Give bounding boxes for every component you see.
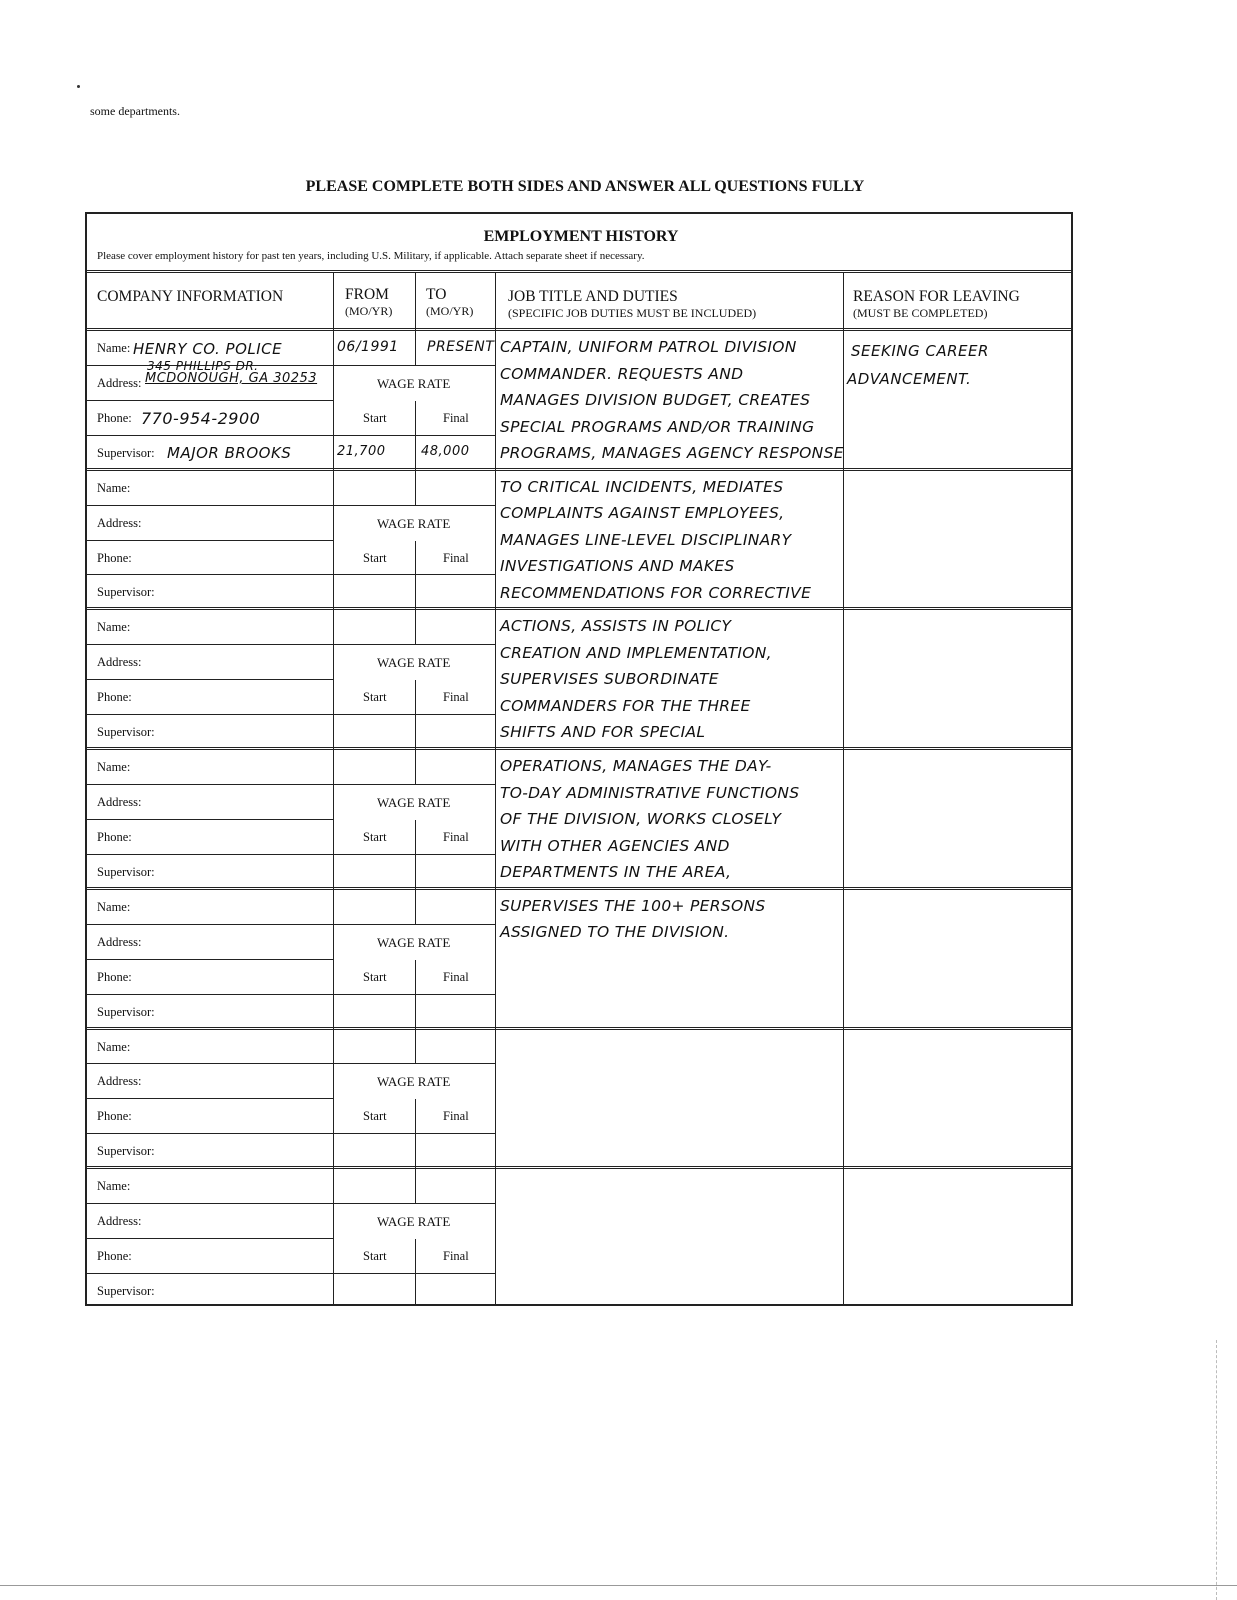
header-to-label: TO (426, 286, 447, 303)
wage-final-label: Final (443, 1109, 469, 1124)
job-duties-line[interactable]: PROGRAMS, MANAGES AGENCY RESPONSE (500, 444, 844, 462)
supervisor-value[interactable]: MAJOR BROOKS (167, 443, 292, 462)
job-duties-line[interactable]: OPERATIONS, MANAGES THE DAY- (500, 757, 772, 776)
row-line (87, 959, 333, 960)
wage-start-label: Start (363, 410, 387, 425)
row-line (87, 854, 333, 855)
row-line (333, 435, 495, 436)
row-line (333, 714, 495, 715)
header-to-sub: (MO/YR) (426, 304, 474, 318)
reason-line-1[interactable]: SEEKING CAREER (851, 342, 989, 360)
scan-edge (1216, 1340, 1217, 1600)
wage-rate-label: WAGE RATE (377, 1074, 451, 1090)
label-name: Name: (97, 341, 131, 355)
row-line (333, 574, 495, 575)
row-line (87, 714, 333, 715)
label-name: Name: (97, 1039, 131, 1054)
scan-speck (77, 85, 80, 88)
employment-history-table (85, 212, 1073, 1306)
wage-rate-label: WAGE RATE (377, 655, 451, 671)
instruction-heading: PLEASE COMPLETE BOTH SIDES AND ANSWER ALL QUESTIONS FULLY (305, 178, 865, 195)
wage-final-label: Final (443, 969, 469, 984)
label-address: Address: (97, 515, 142, 530)
wage-final-label: Final (443, 829, 469, 844)
reason-line-2[interactable]: ADVANCEMENT. (847, 370, 972, 388)
entry-divider (87, 1027, 1073, 1030)
label-name: Name: (97, 620, 131, 635)
wage-final-label: Final (443, 690, 469, 705)
label-address: Address: (97, 1214, 142, 1229)
header-company: COMPANY INFORMATION (97, 288, 284, 305)
header-from-label: FROM (345, 286, 389, 303)
label-phone: Phone: (97, 410, 132, 425)
row-line (87, 1203, 333, 1204)
label-phone: Phone: (97, 829, 132, 844)
header-job (508, 288, 756, 322)
job-duties-line[interactable]: SPECIAL PROGRAMS AND/OR TRAINING (500, 417, 815, 436)
phone-value[interactable]: 770-954-2900 (141, 408, 261, 428)
label-address: Address: (97, 795, 142, 810)
header-reason-label: REASON FOR LEAVING (853, 288, 1020, 305)
col-divider (333, 272, 334, 1304)
previous-page-note: some departments. (90, 104, 180, 118)
header-from (345, 286, 392, 320)
wage-start-label: Start (363, 969, 387, 984)
label-address: Address: (97, 934, 142, 949)
row-line (87, 1273, 333, 1274)
row-line (87, 1133, 333, 1134)
header-from-sub: (MO/YR) (345, 304, 393, 318)
entry-divider (87, 607, 1073, 610)
wage-start-label: Start (363, 1249, 387, 1264)
header-to (426, 286, 473, 320)
section-subtitle: Please cover employment history for past ten years, including U.S. Military, if applicable. Attach separate sheet if necessary. (97, 250, 645, 262)
row-line (87, 574, 333, 575)
row-line (87, 505, 333, 506)
label-address: Address: (97, 655, 142, 670)
wage-final-value[interactable]: 48,000 (421, 443, 470, 459)
col-divider (495, 272, 496, 1304)
company-name-value[interactable]: HENRY CO. POLICE (133, 340, 283, 358)
label-name: Name: (97, 899, 131, 914)
wage-start-label: Start (363, 550, 387, 565)
label-supervisor: Supervisor: (97, 864, 155, 879)
job-duties-line[interactable]: TO-DAY ADMINISTRATIVE FUNCTIONS (500, 783, 800, 802)
wage-rate-label: WAGE RATE (377, 515, 451, 531)
job-duties-line[interactable]: COMPLAINTS AGAINST EMPLOYEES, (500, 504, 785, 523)
label-phone: Phone: (97, 969, 132, 984)
job-duties-line[interactable]: ACTIONS, ASSISTS IN POLICY (500, 617, 732, 636)
label-name: Name: (97, 480, 131, 495)
entry-divider (87, 887, 1073, 890)
row-line (87, 679, 333, 680)
section-title: EMPLOYMENT HISTORY (483, 228, 679, 245)
job-duties-line[interactable]: COMMANDERS FOR THE THREE (500, 696, 751, 715)
to-date-value[interactable]: PRESENT (427, 339, 495, 355)
scan-edge (0, 1585, 1237, 1586)
wage-final-label: Final (443, 1249, 469, 1264)
entry-divider (87, 1166, 1073, 1169)
label-name: Name: (97, 1179, 131, 1194)
label-phone: Phone: (97, 690, 132, 705)
wage-rate-label: WAGE RATE (377, 375, 451, 391)
label-address: Address: (97, 375, 142, 390)
label-supervisor: Supervisor: (97, 585, 155, 600)
label-supervisor: Supervisor: (97, 725, 155, 740)
wage-start-label: Start (363, 1109, 387, 1124)
job-duties-line[interactable]: COMMANDER. REQUESTS AND (500, 364, 744, 383)
wage-start-value[interactable]: 21,700 (337, 443, 386, 459)
address-line2-value[interactable]: MCDONOUGH, GA 30253 (145, 370, 318, 386)
label-supervisor: Supervisor: (97, 1144, 155, 1159)
job-duties-line[interactable]: TO CRITICAL INCIDENTS, MEDIATES (500, 477, 784, 496)
divider (87, 270, 1073, 273)
row-line (87, 924, 333, 925)
divider (87, 328, 1073, 331)
header-reason (853, 288, 1020, 322)
row-line (87, 784, 333, 785)
row-line (87, 400, 333, 401)
header-job-label: JOB TITLE AND DUTIES (508, 288, 678, 305)
row-line (87, 540, 333, 541)
label-phone: Phone: (97, 1249, 132, 1264)
label-address: Address: (97, 1074, 142, 1089)
row-line (333, 1273, 495, 1274)
header-reason-sub: (MUST BE COMPLETED) (853, 306, 988, 320)
wage-rate-label: WAGE RATE (377, 934, 451, 950)
job-duties-line[interactable]: SUPERVISES SUBORDINATE (500, 670, 719, 689)
row-line (87, 644, 333, 645)
job-duties-line[interactable]: SHIFTS AND FOR SPECIAL (500, 723, 706, 742)
wage-final-label: Final (443, 550, 469, 565)
from-date-value[interactable]: 06/1991 (337, 339, 399, 355)
entry-divider (87, 747, 1073, 750)
label-supervisor: Supervisor: (97, 1004, 155, 1019)
job-duties-line[interactable]: CREATION AND IMPLEMENTATION, (500, 643, 772, 662)
job-duties-line[interactable]: MANAGES DIVISION BUDGET, CREATES (500, 391, 811, 409)
job-duties-line[interactable]: DEPARTMENTS IN THE AREA, (500, 863, 732, 882)
col-divider (843, 272, 844, 1304)
row-line (87, 1238, 333, 1239)
row-line (87, 1098, 333, 1099)
row-line (333, 1133, 495, 1134)
job-duties-line[interactable]: MANAGES LINE-LEVEL DISCIPLINARY (500, 530, 792, 549)
label-supervisor: Supervisor: (97, 445, 155, 460)
wage-rate-label: WAGE RATE (377, 795, 451, 811)
job-duties-line[interactable]: WITH OTHER AGENCIES AND (500, 836, 730, 855)
wage-final-label: Final (443, 410, 469, 425)
job-duties-line[interactable]: RECOMMENDATIONS FOR CORRECTIVE (500, 583, 812, 602)
row-line (333, 854, 495, 855)
job-duties-line[interactable]: ASSIGNED TO THE DIVISION. (500, 923, 730, 942)
row-line (87, 994, 333, 995)
wage-rate-label: WAGE RATE (377, 1214, 451, 1230)
header-job-sub: (SPECIFIC JOB DUTIES MUST BE INCLUDED) (508, 306, 757, 320)
job-duties-line[interactable]: INVESTIGATIONS AND MAKES (500, 557, 735, 576)
row-line (333, 994, 495, 995)
wage-start-label: Start (363, 690, 387, 705)
address-line1-value[interactable]: 345 PHILLIPS DR. (147, 358, 259, 373)
job-duties-line[interactable]: CAPTAIN, UNIFORM PATROL DIVISION (500, 338, 797, 356)
label-name: Name: (97, 760, 131, 775)
label-supervisor: Supervisor: (97, 1283, 155, 1298)
wage-start-label: Start (363, 829, 387, 844)
job-duties-line[interactable]: SUPERVISES THE 100+ PERSONS (500, 896, 766, 915)
row-line (87, 819, 333, 820)
entry-divider (87, 468, 1073, 471)
label-phone: Phone: (97, 1109, 132, 1124)
job-duties-line[interactable]: OF THE DIVISION, WORKS CLOSELY (500, 810, 782, 829)
row-line (87, 1063, 333, 1064)
row-line (87, 435, 333, 436)
label-phone: Phone: (97, 550, 132, 565)
